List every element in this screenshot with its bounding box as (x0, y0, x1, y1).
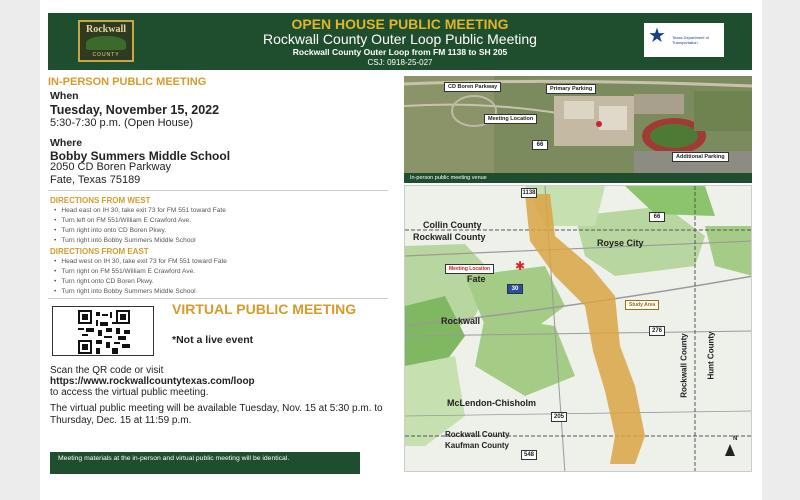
shield-66: 66 (649, 212, 665, 222)
virtual-meeting-link[interactable]: https://www.rockwallcountytexas.com/loop (50, 376, 255, 387)
where-label: Where (50, 137, 83, 149)
map-meeting-location: Meeting Location (445, 264, 494, 274)
header-title: OPEN HOUSE PUBLIC MEETING (291, 16, 509, 32)
map-label-royse-city: Royse City (597, 238, 644, 248)
map-label-rockwall: Rockwall (441, 316, 481, 326)
logo-left-subtext: COUNTY (92, 52, 120, 58)
map-label-fate: Fate (467, 274, 486, 284)
flyer (40, 0, 762, 500)
qr-code[interactable] (52, 306, 154, 356)
list-item: • Turn right into onto CD Boren Pkwy. (54, 226, 226, 236)
list-item: • Head west on IH 30, take exit 73 for FM 551 toward Fate (54, 257, 227, 267)
header-route: Rockwall County Outer Loop from FM 1138 to SH 205 (292, 47, 508, 57)
map-label-rockwall-county: Rockwall County (413, 232, 486, 242)
list-item: • Turn right onto CD Boren Pkwy. (54, 277, 227, 287)
venue-city: Fate, Texas 75189 (50, 174, 141, 186)
list-item: • Turn right into Bobby Summers Middle School (54, 236, 226, 246)
in-person-heading: IN-PERSON PUBLIC MEETING (48, 76, 207, 88)
texas-star-icon: ★ (648, 25, 666, 47)
map-label-collin: Collin County (423, 220, 482, 230)
header-subtitle: Rockwall County Outer Loop Public Meeting (263, 31, 537, 47)
availability-text: The virtual public meeting will be available Tuesday, Nov. 15 at 5:30 p.m. to Thursday, Dec. 15 at 11:59 p.m. (50, 403, 383, 426)
highway-66-shield: 66 (532, 140, 548, 150)
scan-text: Scan the QR code or visit (50, 365, 164, 376)
interstate-30-shield: 30 (507, 284, 523, 294)
txdot-logo (644, 23, 724, 57)
shield-205: 205 (551, 412, 567, 422)
aerial-caption: In-person public meeting venue (404, 173, 752, 183)
footer-note: Meeting materials at the in-person and virtual public meeting will be identical. (50, 452, 360, 474)
aerial-label-primary: Primary Parking (546, 84, 596, 94)
directions-east-heading: DIRECTIONS FROM EAST (50, 247, 149, 256)
divider (48, 190, 388, 191)
header-csj: CSJ: 0918-25-027 (367, 58, 433, 67)
meeting-date: Tuesday, November 15, 2022 (50, 103, 220, 117)
shield-548: 548 (521, 450, 537, 460)
venue-address: 2050 CD Boren Parkway (50, 161, 172, 173)
map-label-rockwall-county-vertical: Rockwall County (679, 333, 689, 398)
north-arrow-icon: N (733, 436, 738, 442)
qr-code-icon (78, 310, 130, 354)
directions-east-list (54, 257, 227, 297)
list-item: • Head east on IH 30, take exit 73 for FM 551 toward Fate (54, 206, 226, 216)
map-label-mclendon: McLendon-Chisholm (447, 398, 536, 408)
txdot-logo-text: Texas Department of Transportation (672, 35, 709, 45)
logo-left-text: Rockwall (86, 24, 126, 35)
map-study-area-label: Study Area (625, 300, 659, 310)
shield-276: 276 (649, 326, 665, 336)
virtual-note: *Not a live event (172, 334, 254, 346)
virtual-heading: VIRTUAL PUBLIC MEETING (172, 301, 357, 317)
directions-west-list (54, 206, 226, 246)
venue-name: Bobby Summers Middle School (50, 149, 231, 163)
list-item: • Turn right on FM 551/William E Crawford Ave. (54, 267, 227, 277)
map-label-rockwall-county-bottom: Rockwall County (445, 430, 510, 439)
scan-text-2: to access the virtual public meeting. (50, 387, 209, 398)
meeting-time: 5:30-7:30 p.m. (Open House) (50, 117, 194, 129)
header-banner (48, 13, 752, 70)
shield-1138: 1138 (522, 190, 536, 196)
divider (48, 298, 388, 299)
map-label-kaufman: Kaufman County (445, 441, 509, 450)
svg-text:✱: ✱ (515, 259, 526, 273)
list-item: • Turn left on FM 551/William E Crawford Ave. (54, 216, 226, 226)
aerial-photo (404, 76, 752, 183)
aerial-label-location: Meeting Location (484, 114, 537, 124)
directions-west-heading: DIRECTIONS FROM WEST (50, 196, 151, 205)
map-label-hunt: Hunt County (706, 331, 716, 380)
aerial-label-additional: Additional Parking (672, 152, 729, 162)
aerial-label-boren: CD Boren Parkway (444, 82, 501, 92)
list-item: • Turn right into Bobby Summers Middle School (54, 287, 227, 297)
when-label: When (50, 90, 79, 102)
study-area-map (404, 185, 752, 472)
